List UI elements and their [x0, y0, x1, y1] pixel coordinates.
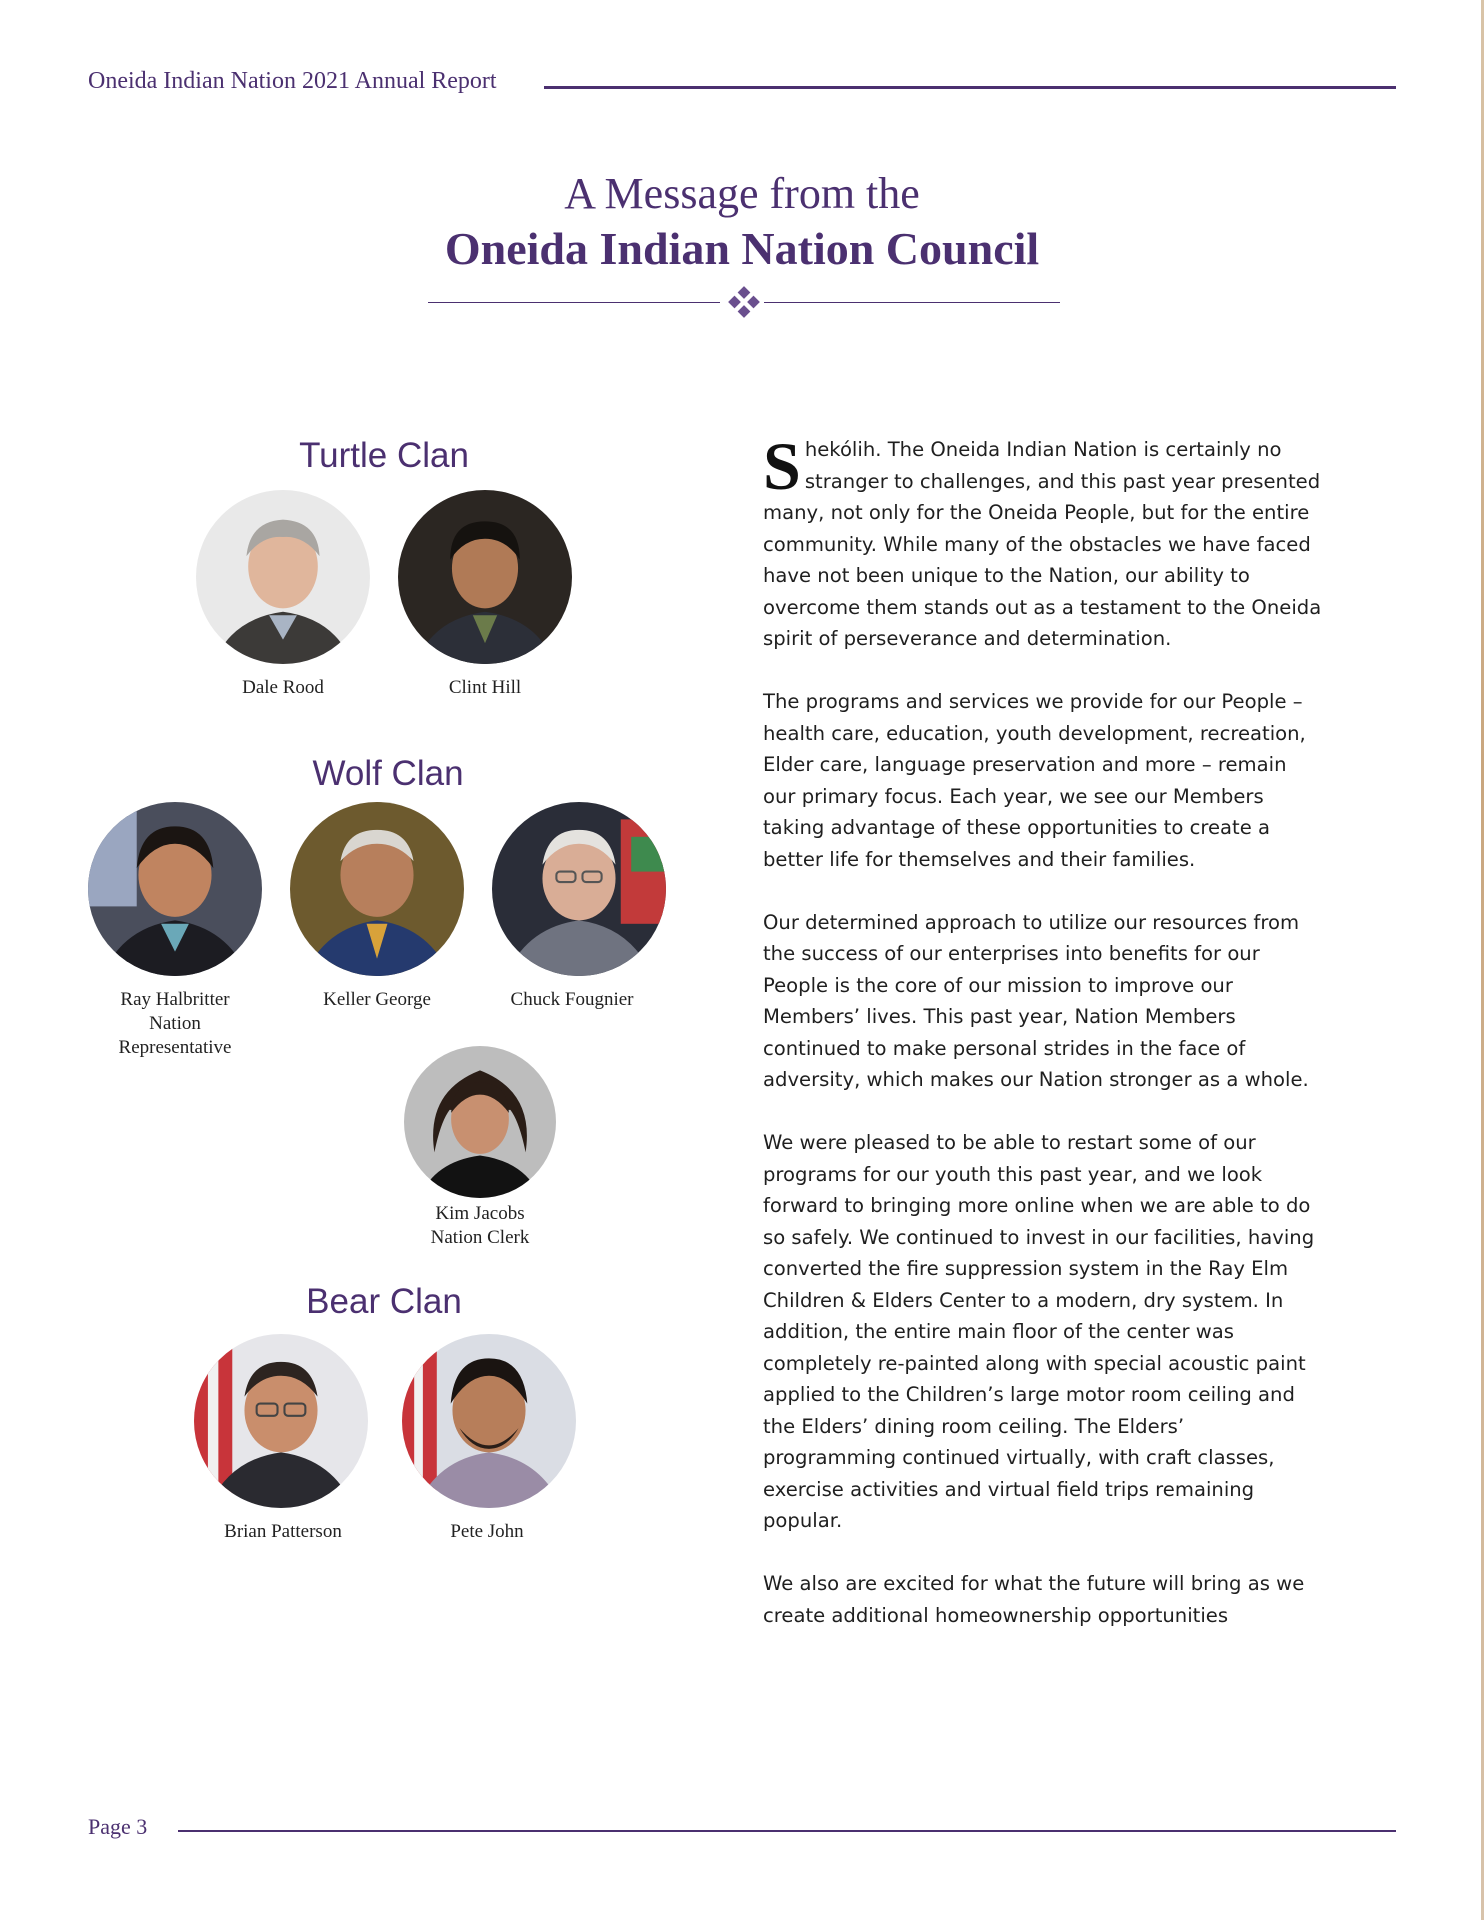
ornament-rule-right: [764, 302, 1060, 303]
message-title-line2: Oneida Indian Nation Council: [444, 223, 1040, 274]
member-name: Brian Patterson: [224, 1521, 342, 1542]
message-paragraph-5: We also are excited for what the future will bring as we create additional homeownership opportunities: [763, 1572, 1305, 1627]
header-rule: [544, 86, 1396, 89]
member-role: Representative: [118, 1037, 232, 1058]
page-number: Page 3: [88, 1814, 148, 1839]
member-name: Keller George: [323, 989, 431, 1010]
member-name: Kim Jacobs: [435, 1203, 525, 1224]
ornament-rule-left: [428, 302, 720, 303]
message-title-line1: A Message from the: [564, 169, 920, 218]
diamond-ornament-icon: [728, 286, 760, 318]
drop-cap: S: [763, 428, 801, 504]
member-role: Nation Clerk: [430, 1227, 530, 1248]
member-name: Dale Rood: [242, 677, 324, 698]
kim-jacobs-photo: [404, 1046, 556, 1198]
clint-hill-photo: [398, 490, 572, 664]
message-paragraph-4: We were pleased to be able to restart some of our programs for our youth this past year, and we look forward to bringing more online when we are able to do so safely. We continued to invest in our facilities, having converted the fire suppression system in the Ray Elm Children & Elders Center to a modern, dry system. In addition, the entire main floor of the center was completely re-painted along with special acoustic paint applied to the Children’s large motor room ceiling and the Elders’ dining room ceiling. The Elders’ programming continued virtually, with craft classes, exercise activities and virtual field trips remaining popular.: [763, 1131, 1315, 1532]
member-name: Ray Halbritter: [120, 989, 230, 1010]
chuck-fougnier-photo: [492, 802, 666, 976]
report-header-title: Oneida Indian Nation 2021 Annual Report: [88, 68, 497, 94]
ray-halbritter-photo: [88, 802, 262, 976]
message-paragraph-2: The programs and services we provide for our People – health care, education, youth development, recreation, Elder care, language preservation and more – remain our primary focus. Each year, we see our Members taking advantage of these opportunities to create a better life for themselves and their families.: [763, 690, 1306, 871]
footer-rule: [178, 1830, 1396, 1832]
message-paragraph-3: Our determined approach to utilize our resources from the success of our enterprises into benefits for our People is the core of our mission to improve our Members’ lives. This past year, Nation Members continued to make personal strides in the face of adversity, which makes our Nation stronger as a whole.: [763, 910, 1309, 1091]
member-role: Nation: [149, 1013, 201, 1034]
turtle-clan-heading: Turtle Clan: [299, 436, 469, 475]
bear-clan-heading: Bear Clan: [306, 1282, 462, 1321]
member-name: Chuck Fougnier: [510, 989, 634, 1010]
wolf-clan-heading: Wolf Clan: [312, 754, 464, 793]
council-message-body: [763, 428, 1323, 1663]
dale-rood-photo: [196, 490, 370, 664]
message-paragraph-1-text: hekólih. The Oneida Indian Nation is certainly no stranger to challenges, and this past year presented many, not only for the Oneida People, but for the entire community. While many of the obstacles we have faced have not been unique to the Nation, our ability to overcome them stands out as a testament to the Oneida spirit of perseverance and determination.: [763, 438, 1322, 650]
brian-patterson-photo: [194, 1334, 368, 1508]
message-paragraph-1: [763, 428, 1323, 655]
keller-george-photo: [290, 802, 464, 976]
member-name: Pete John: [450, 1521, 524, 1542]
member-name: Clint Hill: [448, 677, 522, 698]
pete-john-photo: [402, 1334, 576, 1508]
